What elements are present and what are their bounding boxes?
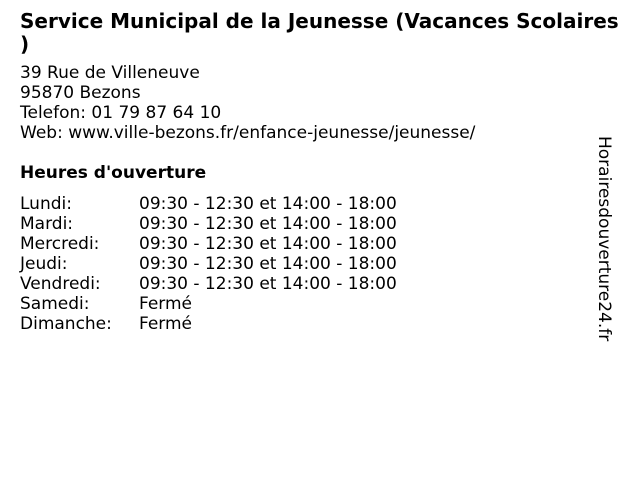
time-value: 09:30 - 12:30 et 14:00 - 18:00 (139, 234, 397, 254)
hours-heading: Heures d'ouverture (20, 163, 207, 183)
hours-row-sunday (20, 314, 397, 334)
phone-number: Telefon: 01 79 87 64 10 (20, 103, 222, 123)
hours-row-saturday (20, 294, 397, 314)
time-value: Fermé (139, 314, 193, 334)
hours-row-thursday (20, 254, 397, 274)
day-label: Samedi: (20, 294, 90, 314)
watermark (594, 136, 634, 370)
day-label: Dimanche: (20, 314, 112, 334)
time-value: 09:30 - 12:30 et 14:00 - 18:00 (139, 194, 397, 214)
day-label: Vendredi: (20, 274, 101, 294)
day-label: Mercredi: (20, 234, 100, 254)
hours-row-tuesday (20, 214, 397, 234)
day-label: Mardi: (20, 214, 74, 234)
day-label: Jeudi: (20, 254, 68, 274)
opening-hours-table (20, 194, 397, 334)
day-label: Lundi: (20, 194, 72, 214)
website-line: Web: www.ville-bezons.fr/enfance-jeunesse/jeunesse/ (20, 123, 476, 143)
watermark-text: Horairesdouverture24.fr (594, 136, 614, 342)
hours-row-wednesday (20, 234, 397, 254)
address-block (20, 63, 475, 143)
city-address: 95870 Bezons (20, 83, 141, 103)
hours-row-friday (20, 274, 397, 294)
time-value: Fermé (139, 294, 193, 314)
hours-row-monday (20, 194, 397, 214)
time-value: 09:30 - 12:30 et 14:00 - 18:00 (139, 214, 397, 234)
street-address: 39 Rue de Villeneuve (20, 63, 200, 83)
time-value: 09:30 - 12:30 et 14:00 - 18:00 (139, 274, 397, 294)
time-value: 09:30 - 12:30 et 14:00 - 18:00 (139, 254, 397, 274)
page-title: Service Municipal de la Jeunesse (Vacances Scolaires ) (20, 9, 619, 56)
